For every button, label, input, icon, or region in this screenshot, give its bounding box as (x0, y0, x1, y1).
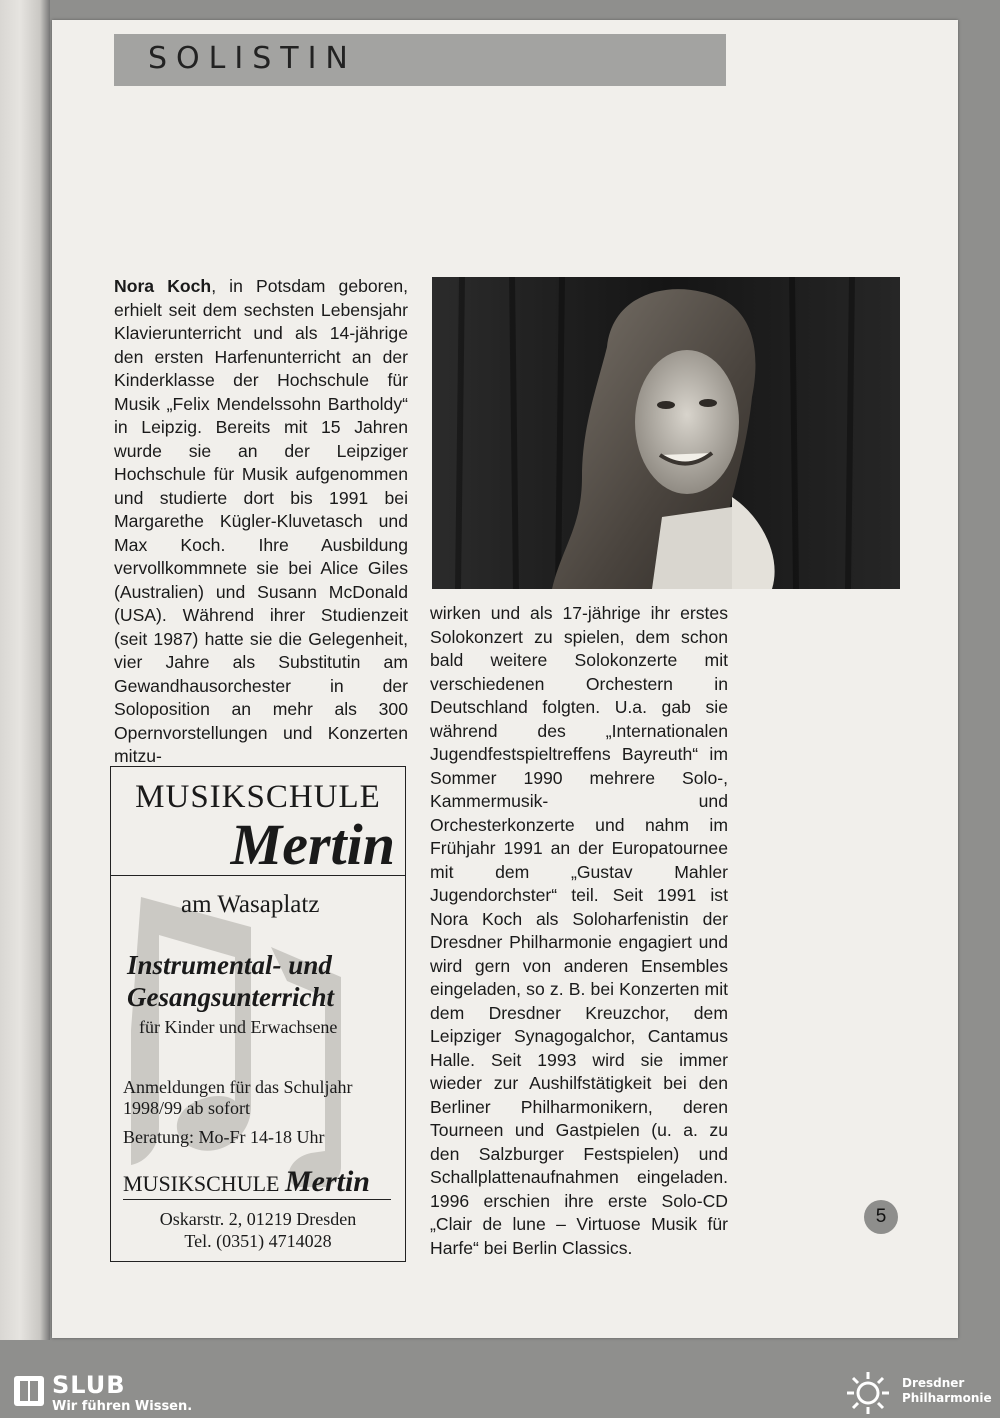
ad-consulting-hours: Beratung: Mo-Fr 14-18 Uhr (123, 1127, 325, 1147)
section-header-bar (114, 34, 726, 86)
lead-name: Nora Koch (114, 276, 212, 296)
ad-location: am Wasaplatz (181, 891, 320, 918)
portrait-image (432, 277, 900, 589)
page (52, 20, 958, 1338)
slub-tagline: Wir führen Wissen. (52, 1399, 193, 1414)
ad-footer-brand (123, 1165, 417, 1199)
partner-name-line2: Philharmonie (902, 1391, 992, 1405)
ad-offer-line2: Gesangsunterricht (127, 982, 335, 1012)
ad-phone: Tel. (0351) 4714028 (184, 1231, 332, 1251)
musikschule-advertisement (110, 766, 406, 1262)
ad-audience: für Kinder und Erwachsene (139, 1017, 338, 1037)
ad-registration: Anmeldungen für das Schuljahr 1998/99 ab sofort (123, 1077, 353, 1118)
ad-footer-rule (123, 1199, 391, 1200)
ad-address: Oskarstr. 2, 01219 Dresden (159, 1209, 357, 1229)
article-column-left (114, 275, 408, 769)
partner-name[interactable] (902, 1376, 992, 1406)
ad-offer-line1: Instrumental- und (127, 950, 332, 980)
dresdner-philharmonie-logo-icon[interactable] (842, 1370, 894, 1416)
adjacent-page-edge (0, 0, 50, 1340)
section-title: SOLISTIN (148, 41, 357, 76)
ad-footer-school: MUSIKSCHULE (123, 1171, 280, 1196)
page-number: 5 (864, 1200, 898, 1234)
viewer-footer-bar (0, 1366, 1000, 1418)
ad-footer-name: Mertin (284, 1165, 370, 1198)
ad-offer (127, 949, 421, 1013)
slub-name[interactable]: SLUB (52, 1371, 126, 1399)
ad-divider (111, 875, 405, 876)
partner-name-line1: Dresdner (902, 1376, 965, 1390)
ad-school-label: MUSIKSCHULE (135, 779, 381, 815)
article-column-right: wirken und als 17-jährige ihr erstes Solokonzert zu spielen, dem schon bald weitere Solokonzerte mit verschiedenen Orchestern in Deutschland folgten. U.a. gab sie während des „Internationalen Jugendfestspieltreffens Bayreuth“ im Sommer 1990 mehrere Solo-, Kammermusik- und Orchesterkonzerte und nahm im Frühjahr 1991 an der Europatournee mit dem „Gustav Mahler Jugendorchster“ teil. Seit 1991 ist Nora Koch als Soloharfenistin der Dresdner Philharmonie engagiert und wird gern von anderen Ensembles eingeladen, so z. B. bei Konzerten mit dem Dresdner Kreuzchor, dem Leipziger Synagogalchor, Cantamus Halle. Seit 1993 wird sie immer wieder zur Aushilfstätigkeit bei den Berliner Philharmonikern, deren Tourneen und Gastpielen (u. a. zu den Salzburger Festspielen) und Schallplattenaufnahmen eingeladen. 1996 erschien ihre erste Solo-CD „Clair de lune – Virtuose Musik für Harfe“ bei Berlin Classics. (430, 603, 728, 1258)
ad-school-name: Mertin (230, 812, 395, 877)
article-text-left: , in Potsdam geboren, erhielt seit dem sechsten Lebensjahr Klavierunterricht und als 14-jährige den ersten Harfenunterricht an der Kinderklasse der Hochschule für Musik „Felix Mendelssohn Bartholdy“ in Leipzig. Bereits mit 15 Jahren wurde sie an der Leipziger Hochschule für Musik aufgenommen und studierte dort bis 1991 bei Margarethe Kügler-Kluvetasch und Max Koch. Ihre Ausbildung vervollkommnete sie bei Alice Giles (Australien) und Susann McDonald (USA). Während ihrer Studienzeit (seit 1987) hatte sie die Gelegenheit, vier Jahre als Substitutin am Gewandhausorchester in der Soloposition an mehr als 300 Opernvorstellungen und Konzerten mitzu- (114, 276, 408, 766)
portrait-photo (432, 277, 900, 589)
slub-logo-icon[interactable] (14, 1376, 44, 1406)
